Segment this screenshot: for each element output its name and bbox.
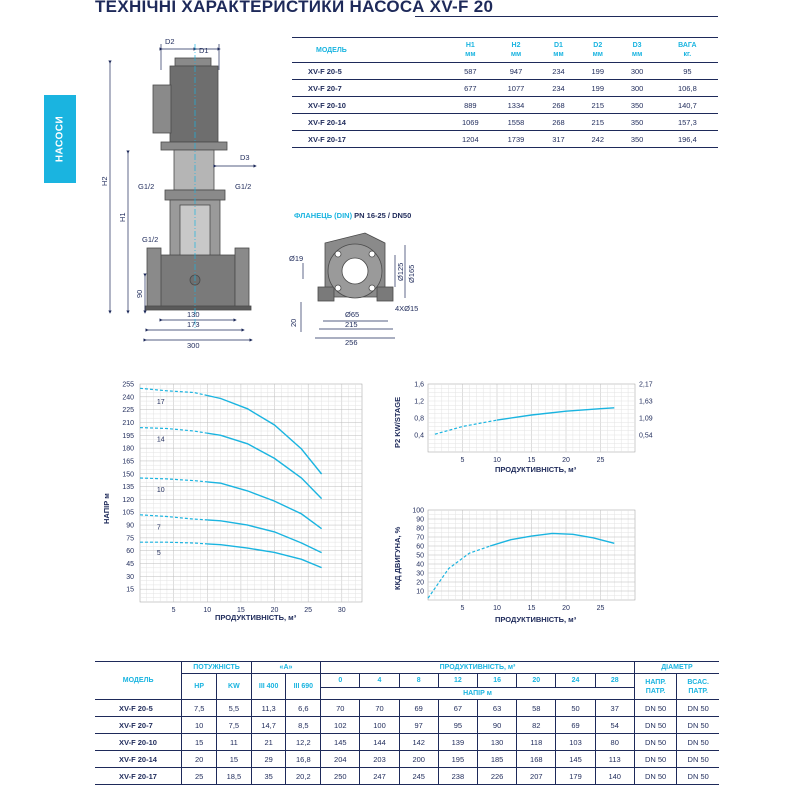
- perf-col-amp: «А»: [251, 662, 320, 674]
- perf-cell: 58: [517, 700, 556, 717]
- perf-cell: 113: [595, 751, 634, 768]
- dim-130: 130: [187, 310, 200, 319]
- perf-cell: 185: [478, 751, 517, 768]
- motor-fan-cover: [175, 58, 211, 66]
- perf-cell-model: XV-F 20-10: [95, 734, 182, 751]
- perf-flow-0: 0: [321, 674, 360, 688]
- spec-cell: 140,7: [657, 97, 718, 114]
- y-tick-label: 50: [416, 552, 424, 560]
- perf-cell: 238: [438, 768, 477, 785]
- perf-cell: 50: [556, 700, 595, 717]
- y-tick-label: 180: [122, 445, 134, 453]
- flange-dim-d65: Ø65: [345, 310, 360, 319]
- flange-dim-215: 215: [345, 320, 358, 329]
- performance-table: [95, 661, 719, 785]
- y-tick-label: 210: [122, 419, 134, 427]
- spec-cell: 234: [539, 80, 578, 97]
- perf-cell: DN 50: [677, 768, 719, 785]
- perf-header-row-1: [95, 662, 719, 674]
- x-tick-label: 10: [493, 605, 501, 612]
- label-g-right: G1/2: [235, 182, 252, 191]
- perf-cell: 139: [438, 734, 477, 751]
- perf-cell: 82: [517, 717, 556, 734]
- perf-cell: 15: [217, 751, 252, 768]
- motor-body: [170, 66, 218, 142]
- y-tick-label: 45: [126, 561, 134, 569]
- perf-cell: DN 50: [677, 717, 719, 734]
- y-tick-label: 1,6: [414, 381, 424, 389]
- y-tick-label: 60: [416, 543, 424, 551]
- x-tick-label: 25: [596, 605, 605, 612]
- y-tick-label: 75: [126, 535, 134, 543]
- y-tick-label: 165: [122, 458, 134, 466]
- dim-h1: H1: [118, 212, 127, 222]
- spec-cell: 95: [657, 63, 718, 80]
- perf-col-diameter: ДІАМЕТР: [634, 662, 719, 674]
- perf-cell: 179: [556, 768, 595, 785]
- motor-terminal-box: [153, 85, 171, 133]
- power-y-axis-label: P2 KW/STAGE: [393, 396, 402, 448]
- flange-dim-20: 20: [289, 318, 298, 327]
- perf-cell: 11,3: [251, 700, 286, 717]
- y-tick-label: 195: [122, 432, 134, 440]
- page-title: ТЕХНІЧНІ ХАРАКТЕРИСТИКИ НАСОСА XV-F 20: [95, 0, 494, 16]
- perf-cell: 142: [399, 734, 438, 751]
- perf-cell: 5,5: [217, 700, 252, 717]
- perf-col-hp: HP: [182, 674, 217, 700]
- perf-cell: DN 50: [634, 751, 677, 768]
- spec-cell: 300: [617, 80, 656, 97]
- perf-col-690: III 690: [286, 674, 321, 700]
- spec-cell: 215: [578, 97, 617, 114]
- spec-col-h1: H1 мм: [447, 38, 493, 63]
- perf-cell: 103: [556, 734, 595, 751]
- perf-cell: DN 50: [677, 751, 719, 768]
- perf-cell-model: XV-F 20-7: [95, 717, 182, 734]
- x-tick-label: 15: [527, 605, 536, 612]
- spec-cell: 1204: [447, 131, 493, 148]
- perf-cell: 100: [360, 717, 399, 734]
- flange-title-suffix: PN 16-25 / DN50: [352, 211, 412, 220]
- spec-cell: 199: [578, 80, 617, 97]
- x-tick-label: 10: [203, 607, 212, 614]
- perf-col-vsas: ВСАС. ПАТР.: [677, 674, 719, 700]
- perf-cell: 195: [438, 751, 477, 768]
- perf-cell: 29: [251, 751, 286, 768]
- y-tick-label: 30: [416, 570, 424, 578]
- spec-cell: 268: [539, 97, 578, 114]
- spec-cell: 350: [617, 97, 656, 114]
- spec-cell: 234: [539, 63, 578, 80]
- perf-cell: 203: [360, 751, 399, 768]
- perf-cell: 67: [438, 700, 477, 717]
- spec-cell-model: XV-F 20-5: [292, 63, 447, 80]
- perf-cell: 95: [438, 717, 477, 734]
- perf-cell: 247: [360, 768, 399, 785]
- perf-cell: 35: [251, 768, 286, 785]
- flange-dim-d19: Ø19: [289, 254, 304, 263]
- side-tab-label: НАСОСИ: [54, 115, 66, 163]
- perf-col-kw: KW: [217, 674, 252, 700]
- perf-header-row-2: [95, 674, 719, 688]
- perf-cell: 21: [251, 734, 286, 751]
- spec-cell: 215: [578, 114, 617, 131]
- efficiency-chart: [385, 500, 685, 630]
- spec-cell: 947: [493, 63, 539, 80]
- spec-cell: 1739: [493, 131, 539, 148]
- perf-cell: 80: [595, 734, 634, 751]
- dim-h2: H2: [100, 176, 109, 186]
- perf-cell: 37: [595, 700, 634, 717]
- y-tick-label: 90: [416, 516, 424, 524]
- perf-flow-8: 8: [399, 674, 438, 688]
- perf-cell: 15: [182, 734, 217, 751]
- perf-cell: 12,2: [286, 734, 321, 751]
- perf-flow-12: 12: [438, 674, 477, 688]
- spec-cell: 157,3: [657, 114, 718, 131]
- spec-cell: 350: [617, 131, 656, 148]
- perf-cell: 226: [478, 768, 517, 785]
- perf-cell: 130: [478, 734, 517, 751]
- y-tick-label: 10: [416, 588, 424, 596]
- perf-col-400: III 400: [251, 674, 286, 700]
- y-right-tick-label: 1,09: [639, 415, 653, 423]
- perf-cell: 70: [360, 700, 399, 717]
- y-tick-label: 150: [122, 471, 134, 479]
- y-tick-label: 1,2: [414, 398, 424, 406]
- perf-col-head: НАПІР м: [321, 688, 635, 700]
- efficiency-x-axis-label: ПРОДУКТИВНІСТЬ, м³: [495, 615, 577, 624]
- spec-cell: 889: [447, 97, 493, 114]
- perf-cell: 7,5: [217, 717, 252, 734]
- power-chart: [385, 376, 685, 481]
- x-tick-label: 15: [237, 607, 245, 614]
- y-tick-label: 100: [412, 507, 424, 515]
- perf-cell: 144: [360, 734, 399, 751]
- table-row: [292, 80, 718, 97]
- x-tick-label: 15: [527, 457, 536, 464]
- label-g-mid: G1/2: [142, 235, 159, 244]
- x-tick-label: 25: [596, 457, 605, 464]
- spec-cell: 199: [578, 63, 617, 80]
- spec-cell: 1069: [447, 114, 493, 131]
- perf-cell: 118: [517, 734, 556, 751]
- perf-cell: 102: [321, 717, 360, 734]
- table-row: [95, 700, 719, 717]
- spec-col-model: МОДЕЛЬ: [292, 38, 447, 63]
- perf-cell: 14,7: [251, 717, 286, 734]
- dim-173: 173: [187, 320, 200, 329]
- perf-col-power: ПОТУЖНІСТЬ: [182, 662, 251, 674]
- perf-cell: 200: [399, 751, 438, 768]
- y-tick-label: 120: [122, 496, 134, 504]
- flange-dim-d165: Ø165: [407, 264, 416, 283]
- table-row: [95, 734, 719, 751]
- spec-cell-model: XV-F 20-17: [292, 131, 447, 148]
- spec-cell-model: XV-F 20-7: [292, 80, 447, 97]
- spec-col-h2: H2 мм: [493, 38, 539, 63]
- svg-text:ФЛАНЕЦЬ (DIN) PN 16-25 / DN50: [294, 211, 411, 220]
- flange-dim-256: 256: [345, 338, 358, 347]
- spec-cell: 106,8: [657, 80, 718, 97]
- x-tick-label: 20: [562, 457, 570, 464]
- y-right-tick-label: 0,54: [639, 432, 653, 440]
- side-tab[interactable]: [44, 95, 76, 183]
- spec-col-d1: D1 мм: [539, 38, 578, 63]
- flange-title-prefix: ФЛАНЕЦЬ (DIN): [294, 211, 353, 220]
- perf-flow-24: 24: [556, 674, 595, 688]
- efficiency-y-axis-label: ККД ДВИГУНА, %: [393, 526, 402, 590]
- curve-label: 14: [156, 436, 165, 444]
- title-rule: [415, 16, 718, 17]
- power-x-axis-label: ПРОДУКТИВНІСТЬ, м³: [495, 465, 577, 474]
- table-row: [95, 751, 719, 768]
- perf-cell: DN 50: [634, 717, 677, 734]
- y-tick-label: 30: [126, 573, 134, 581]
- x-tick-label: 20: [562, 605, 570, 612]
- spec-col-d3: D3 мм: [617, 38, 656, 63]
- spec-col-weight: ВАГА кг.: [657, 38, 718, 63]
- dim-d3: D3: [240, 153, 250, 162]
- head-x-axis-label: ПРОДУКТИВНІСТЬ, м³: [215, 613, 297, 622]
- perf-cell: 69: [399, 700, 438, 717]
- dim-300: 300: [187, 341, 200, 350]
- table-row: [292, 131, 718, 148]
- y-tick-label: 225: [122, 407, 134, 415]
- curve-label: 17: [156, 398, 165, 406]
- head-plot-area: [140, 384, 362, 602]
- perf-cell-model: XV-F 20-17: [95, 768, 182, 785]
- perf-col-flow: ПРОДУКТИВНІСТЬ, м³: [321, 662, 635, 674]
- perf-cell: 204: [321, 751, 360, 768]
- perf-cell: 250: [321, 768, 360, 785]
- curve-label: 7: [156, 524, 161, 532]
- perf-cell: 25: [182, 768, 217, 785]
- perf-cell: 8,5: [286, 717, 321, 734]
- perf-cell: DN 50: [634, 734, 677, 751]
- spec-col-d2: D2 мм: [578, 38, 617, 63]
- head-y-axis-label: НАПІР м: [102, 493, 111, 524]
- lantern: [174, 150, 214, 190]
- flange-dim-d125: Ø125: [396, 262, 405, 281]
- head-chart: [95, 376, 375, 626]
- table-row: [95, 717, 719, 734]
- perf-cell: DN 50: [634, 768, 677, 785]
- spec-cell: 587: [447, 63, 493, 80]
- y-right-tick-label: 1,63: [639, 398, 653, 406]
- y-tick-label: 15: [126, 586, 134, 594]
- spec-cell-model: XV-F 20-14: [292, 114, 447, 131]
- perf-cell: 54: [595, 717, 634, 734]
- perf-cell: 11: [217, 734, 252, 751]
- y-tick-label: 90: [126, 522, 134, 530]
- perf-cell: 20: [182, 751, 217, 768]
- y-tick-label: 0,4: [414, 432, 424, 440]
- perf-cell: 97: [399, 717, 438, 734]
- perf-cell: DN 50: [677, 700, 719, 717]
- perf-cell: 16,8: [286, 751, 321, 768]
- y-tick-label: 0,8: [414, 415, 424, 423]
- spec-cell: 1558: [493, 114, 539, 131]
- table-row: [292, 63, 718, 80]
- perf-cell: 90: [478, 717, 517, 734]
- perf-cell: 245: [399, 768, 438, 785]
- spec-header-row: [292, 38, 718, 63]
- perf-cell: 145: [556, 751, 595, 768]
- x-tick-label: 25: [304, 607, 313, 614]
- y-tick-label: 240: [122, 394, 134, 402]
- perf-cell: 207: [517, 768, 556, 785]
- perf-cell: 70: [321, 700, 360, 717]
- x-tick-label: 20: [270, 607, 279, 614]
- x-tick-label: 5: [460, 605, 465, 612]
- perf-cell: 63: [478, 700, 517, 717]
- y-tick-label: 135: [122, 484, 134, 492]
- x-tick-label: 5: [460, 457, 465, 464]
- spec-cell: 300: [617, 63, 656, 80]
- spec-cell: 1334: [493, 97, 539, 114]
- spec-cell: 268: [539, 114, 578, 131]
- y-tick-label: 105: [122, 509, 134, 517]
- perf-flow-28: 28: [595, 674, 634, 688]
- y-tick-label: 60: [126, 548, 134, 556]
- perf-flow-20: 20: [517, 674, 556, 688]
- perf-flow-4: 4: [360, 674, 399, 688]
- spec-cell: 1077: [493, 80, 539, 97]
- perf-col-model: МОДЕЛЬ: [95, 662, 182, 700]
- dim-d2: D2: [165, 37, 175, 46]
- perf-cell: 69: [556, 717, 595, 734]
- perf-cell: 168: [517, 751, 556, 768]
- y-tick-label: 255: [122, 381, 134, 389]
- y-tick-label: 80: [416, 525, 424, 533]
- y-tick-label: 20: [416, 579, 424, 587]
- curve-label: 5: [156, 550, 161, 558]
- y-tick-label: 40: [416, 561, 424, 569]
- perf-col-napr: НАПР. ПАТР.: [634, 674, 677, 700]
- perf-cell: 20,2: [286, 768, 321, 785]
- table-row: [95, 768, 719, 785]
- perf-cell: 145: [321, 734, 360, 751]
- y-right-tick-label: 2,17: [639, 381, 653, 389]
- spec-cell: 196,4: [657, 131, 718, 148]
- dim-90: 90: [135, 289, 144, 298]
- perf-cell: 18,5: [217, 768, 252, 785]
- spec-cell: 317: [539, 131, 578, 148]
- x-tick-label: 5: [171, 607, 176, 614]
- perf-cell: DN 50: [634, 700, 677, 717]
- x-tick-label: 10: [493, 457, 501, 464]
- dim-d1: D1: [199, 46, 209, 55]
- spec-cell-model: XV-F 20-10: [292, 97, 447, 114]
- perf-cell: 140: [595, 768, 634, 785]
- perf-cell-model: XV-F 20-5: [95, 700, 182, 717]
- perf-cell: 6,6: [286, 700, 321, 717]
- perf-cell: 7,5: [182, 700, 217, 717]
- perf-cell: DN 50: [677, 734, 719, 751]
- flange-drawing: [285, 205, 435, 350]
- perf-flow-16: 16: [478, 674, 517, 688]
- curve-label: 10: [156, 486, 165, 494]
- flange-dim-holes: 4XØ15: [395, 304, 419, 313]
- pump-drawing: [95, 30, 285, 350]
- perf-cell-model: XV-F 20-14: [95, 751, 182, 768]
- spec-cell: 242: [578, 131, 617, 148]
- spec-cell: 677: [447, 80, 493, 97]
- y-tick-label: 70: [416, 534, 424, 542]
- table-row: [292, 114, 718, 131]
- table-row: [292, 97, 718, 114]
- spec-table: [292, 37, 718, 148]
- perf-cell: 10: [182, 717, 217, 734]
- x-tick-label: 30: [337, 607, 346, 614]
- spec-cell: 350: [617, 114, 656, 131]
- label-g-left: G1/2: [138, 182, 155, 191]
